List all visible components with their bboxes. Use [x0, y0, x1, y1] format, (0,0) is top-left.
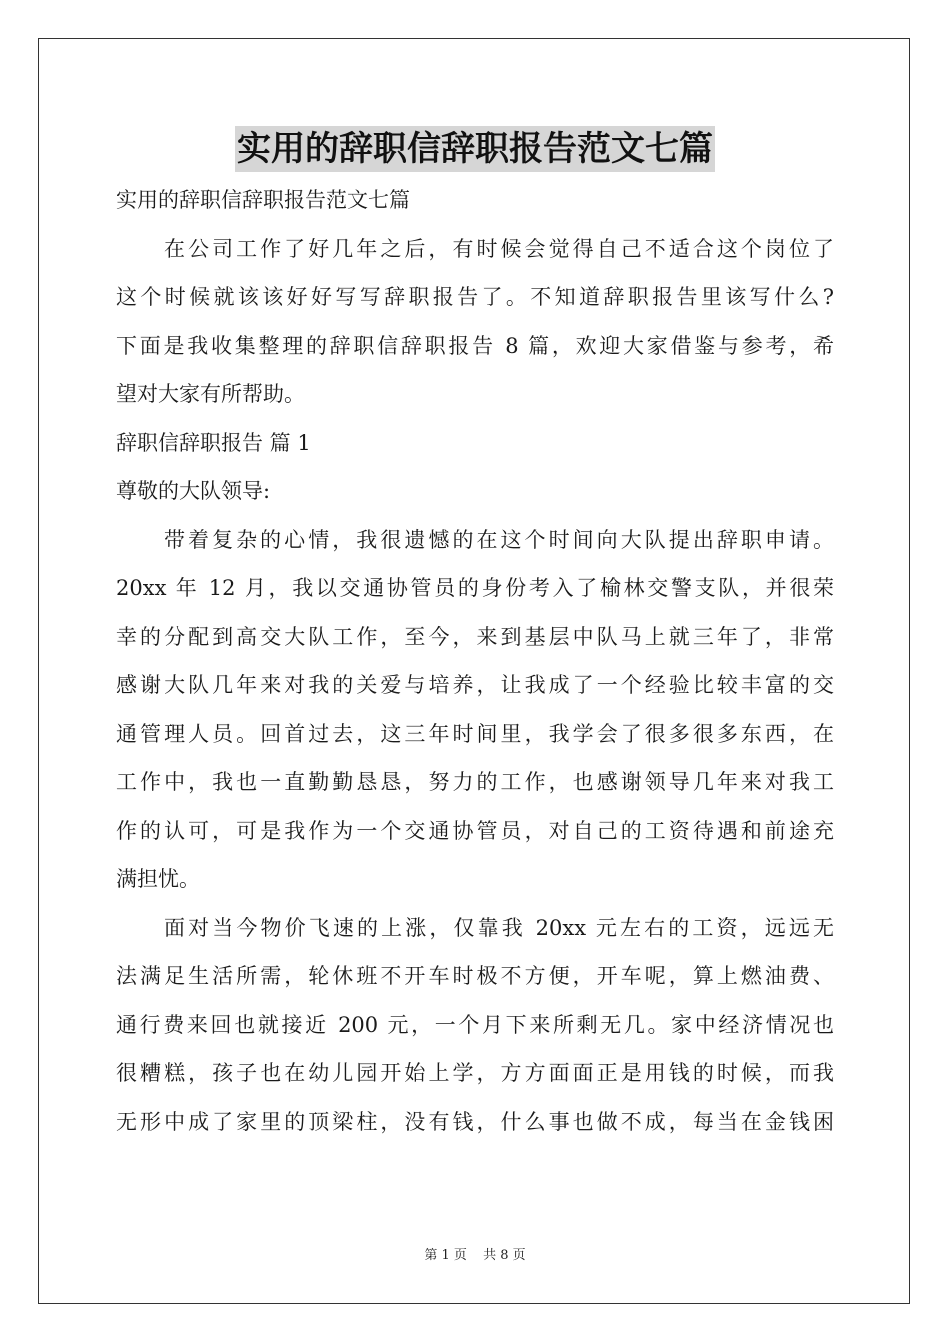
body-line: 无形中成了家里的顶梁柱，没有钱，什么事也做不成，每当在金钱困	[116, 1109, 834, 1134]
body-line: 带着复杂的心情，我很遗憾的在这个时间向大队提出辞职申请。	[164, 527, 834, 552]
document-body	[116, 176, 834, 1146]
body-line: 幸的分配到高交大队工作，至今，来到基层中队马上就三年了，非常	[116, 624, 834, 649]
body-line: 很糟糕，孩子也在幼儿园开始上学，方方面面正是用钱的时候，而我	[116, 1061, 834, 1085]
body-line: 下面是我收集整理的辞职信辞职报告 8 篇，欢迎大家借鉴与参考，希	[116, 333, 834, 358]
body-line: 面对当今物价飞速的上涨，仅靠我 20xx 元左右的工资，远远无	[164, 915, 834, 940]
body-line: 通管理人员。回首过去，这三年时间里，我学会了很多很多东西，在	[116, 721, 834, 746]
page-number-total: 共 8 页	[483, 1248, 526, 1263]
page-number-current: 第 1 页	[424, 1248, 467, 1263]
body-line: 在公司工作了好几年之后，有时候会觉得自己不适合这个岗位了	[164, 236, 834, 261]
body-line: 望对大家有所帮助。	[116, 382, 305, 406]
body-line: 作的认可，可是我作为一个交通协管员，对自己的工资待遇和前途充	[116, 818, 834, 843]
section-heading: 辞职信辞职报告 篇 1	[116, 430, 311, 455]
document-title: 实用的辞职信辞职报告范文七篇	[235, 126, 715, 172]
body-line: 工作中，我也一直勤勤恳恳，努力的工作，也感谢领导几年来对我工	[116, 770, 834, 794]
body-line: 实用的辞职信辞职报告范文七篇	[116, 188, 410, 212]
body-line: 这个时候就该该好好写写辞职报告了。不知道辞职报告里该写什么?	[116, 285, 834, 309]
title-container	[0, 126, 950, 172]
body-line: 法满足生活所需，轮休班不开车时极不方便，开车呢，算上燃油费、	[116, 964, 834, 988]
page-footer	[0, 1247, 950, 1265]
body-line: 满担忧。	[116, 867, 200, 891]
salutation: 尊敬的大队领导:	[116, 479, 271, 503]
body-line: 20xx 年 12 月，我以交通协管员的身份考入了榆林交警支队，并很荣	[116, 576, 834, 600]
body-line: 感谢大队几年来对我的关爱与培养，让我成了一个经验比较丰富的交	[116, 673, 834, 697]
body-line: 通行费来回也就接近 200 元，一个月下来所剩无几。家中经济情况也	[116, 1012, 834, 1037]
